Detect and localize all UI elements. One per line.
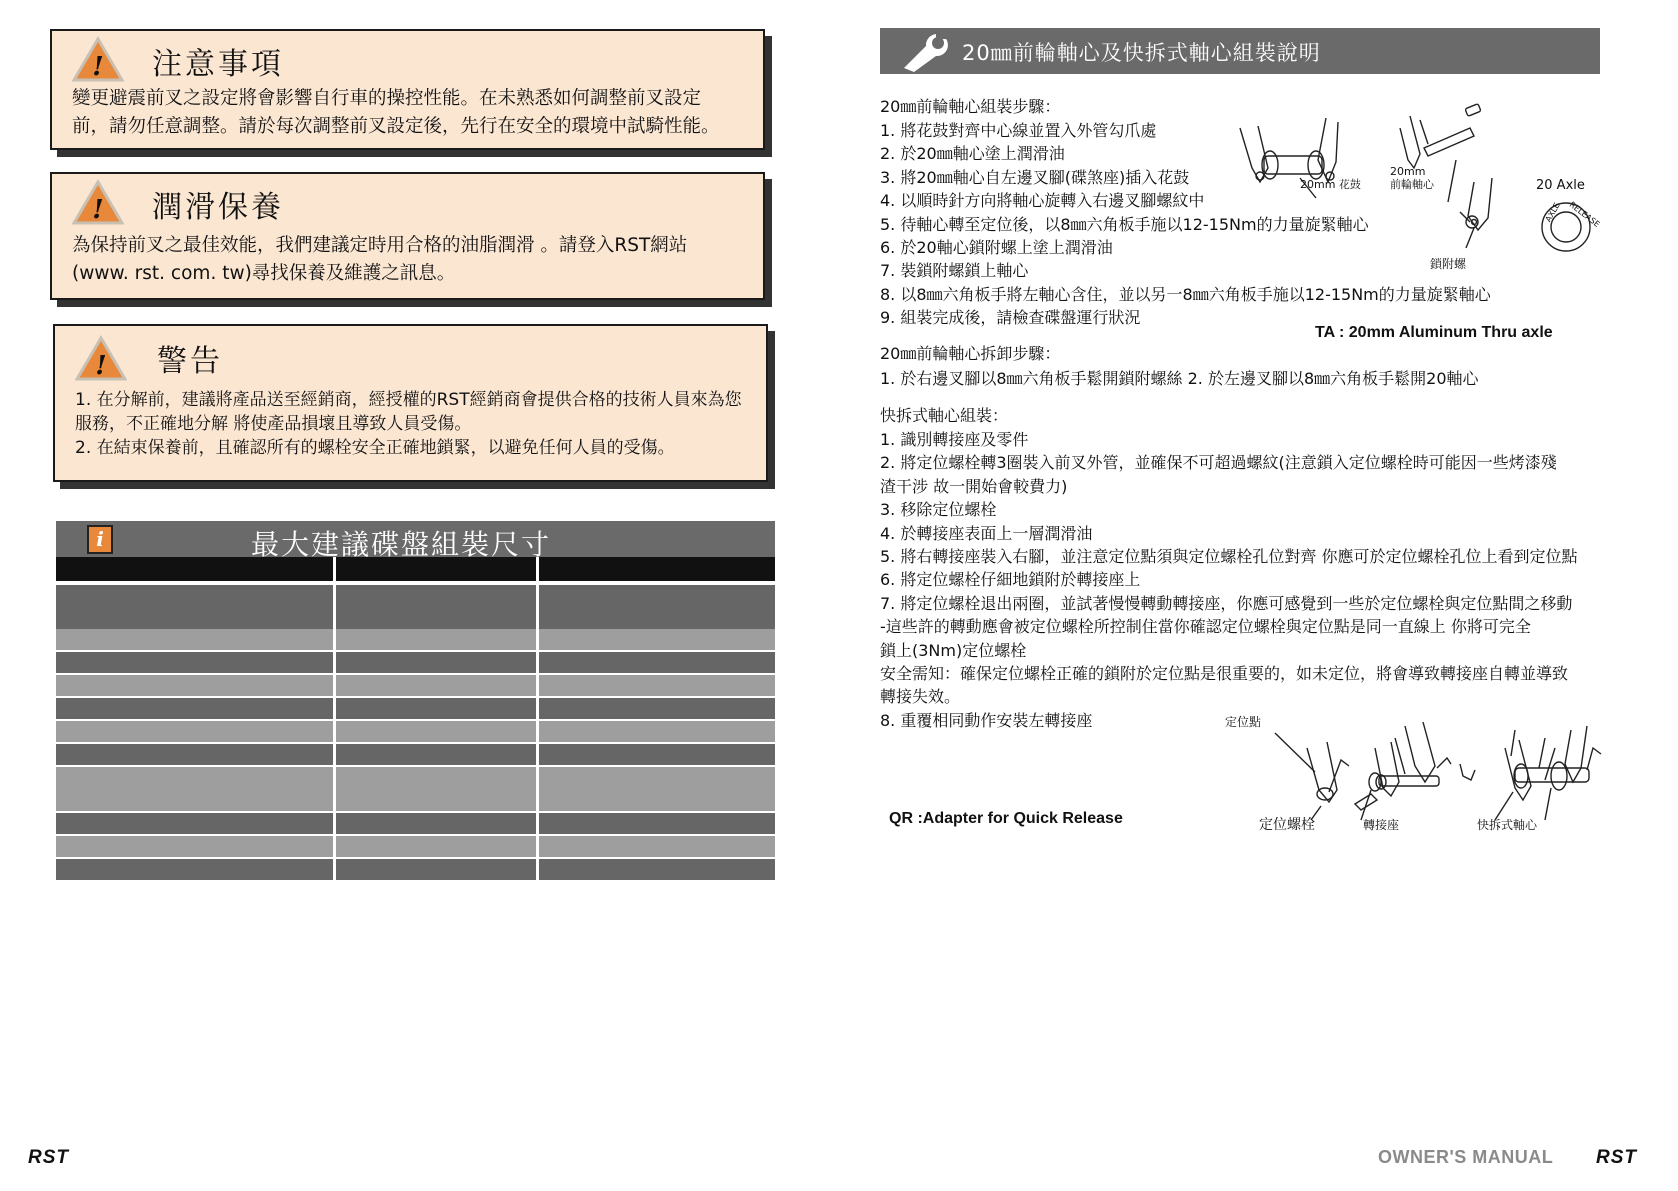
svg-text:!: ! (92, 195, 104, 225)
axle-section-banner (880, 28, 1600, 74)
adapter-label: 轉接座 (1363, 818, 1400, 832)
wrench-icon (896, 30, 954, 72)
install-step: 7. 裝鎖附螺鎖上軸心 (880, 261, 1029, 281)
qr-step: 安全需知：確保定位螺栓正確的鎖附於定位點是很重要的，如未定位，將會導致轉接座自轉並導致 (880, 664, 1569, 684)
hub-label: 20mm 花鼓 (1300, 178, 1361, 191)
qr-step: 1. 識別轉接座及零件 (880, 430, 1029, 449)
qr-step: 8. 重覆相同動作安裝左轉接座 (880, 710, 1093, 730)
ta-caption: TA : 20mm Aluminum Thru axle (1315, 324, 1553, 341)
warning-title: 警告 (157, 344, 223, 379)
install-step: 9. 組裝完成後，請檢查碟盤運行狀況 (880, 308, 1141, 328)
install-step: 3. 將20㎜軸心自左邊叉腳(碟煞座)插入花鼓 (880, 167, 1190, 187)
quick-release-diagram (1215, 708, 1615, 833)
qr-step: -這些許的轉動應會被定位螺栓所控制住當你確認定位螺栓與定位點是同一直線上 你將可完全 (880, 617, 1531, 637)
warning-line: 1. 在分解前，建議將產品送至經銷商，經授權的RST經銷商會提供合格的技術人員來為您 (75, 390, 742, 410)
table-row (56, 698, 775, 719)
axle-label-bottom: 前輪軸心 (1390, 178, 1434, 191)
table-row (56, 652, 775, 673)
svg-text:!: ! (92, 52, 104, 82)
qr-step: 6. 將定位螺栓仔細地鎖附於轉接座上 (880, 570, 1141, 590)
table-header (56, 521, 775, 561)
table-row (56, 859, 775, 880)
rst-logo-left: RST (28, 1147, 69, 1168)
table-row (56, 767, 775, 811)
table-row (56, 585, 775, 629)
badge-release-text: RELEASE (1567, 199, 1602, 230)
lubrication-line: (www. rst. com. tw)尋找保養及維護之訊息。 (72, 263, 456, 284)
qr-step: 5. 將右轉接座裝入右腳，並注意定位點須與定位螺栓孔位對齊 你應可於定位螺栓孔位上看到定位點 (880, 547, 1578, 567)
notice-body (72, 85, 749, 141)
install-step: 4. 以順時針方向將軸心旋轉入右邊叉腳螺紋中 (880, 191, 1205, 211)
install-step: 2. 於20㎜軸心塗上潤滑油 (880, 144, 1065, 164)
install-step: 8. 以8㎜六角板手將左軸心含住，並以另一8㎜六角板手施以12-15Nm的力量旋緊軸心 (880, 284, 1491, 304)
lock-screw-label: 鎖附螺 (1430, 257, 1467, 271)
qr-step: 2. 將定位螺栓轉3圈裝入前叉外管，並確保不可超過螺紋(注意鎖入定位螺栓時可能因一些烤漆殘 (880, 453, 1557, 473)
qr-step: 渣干涉 故一開始會較費力) (880, 476, 1068, 496)
locating-point-label: 定位點 (1225, 715, 1262, 729)
rst-logo-right: RST (1596, 1147, 1637, 1168)
qr-step: 轉接失效。 (880, 687, 961, 707)
warning-line: 2. 在結束保養前，且確認所有的螺栓安全正確地鎖緊，以避免任何人員的受傷。 (75, 438, 675, 458)
warning-triangle-icon (72, 36, 124, 82)
warning-line: 服務，不正確地分解 將使產品損壞且導致人員受傷。 (75, 414, 472, 434)
table-title: 最大建議碟盤組裝尺寸 (251, 528, 552, 561)
qr-axle-label: 快拆式軸心 (1477, 818, 1538, 832)
qr-steps (880, 428, 1577, 732)
thru-axle-diagram (1230, 98, 1610, 278)
install-step: 5. 待軸心轉至定位後，以8㎜六角板手施以12-15Nm的力量旋緊軸心 (880, 214, 1369, 234)
remove-heading: 20㎜前輪軸心拆卸步驟： (880, 344, 1061, 363)
axle-label-top: 20mm (1390, 165, 1426, 178)
locating-bolt-label: 定位螺栓 (1259, 817, 1315, 833)
table-row (56, 836, 775, 857)
remove-steps: 1. 於右邊叉腳以8㎜六角板手鬆開鎖附螺絲 2. 於左邊叉腳以8㎜六角板手鬆開20軸心 (880, 369, 1479, 388)
owners-manual-label: OWNER'S MANUAL (1378, 1147, 1554, 1167)
lubrication-box (50, 172, 765, 300)
warning-box (53, 324, 768, 482)
table-row (56, 813, 775, 834)
notice-title: 注意事項 (152, 47, 284, 82)
warning-triangle-icon (75, 335, 127, 381)
svg-text:!: ! (95, 351, 107, 381)
rotor-size-table (56, 521, 775, 880)
table-row (56, 629, 775, 650)
lubrication-title: 潤滑保養 (152, 190, 284, 225)
table-row (56, 744, 775, 765)
lubrication-line: 為保持前叉之最佳效能，我們建議定時用合格的油脂潤滑 。請登入RST網站 (72, 235, 688, 256)
qr-step: 鎖上(3Nm)定位螺栓 (880, 640, 1027, 660)
install-step: 1. 將花鼓對齊中心線並置入外管勾爪處 (880, 121, 1157, 140)
lubrication-body (72, 232, 749, 288)
warning-triangle-icon (72, 179, 124, 225)
qr-heading: 快拆式軸心組裝： (880, 406, 1009, 425)
axle-badge-label: 20 Axle (1536, 178, 1585, 193)
notice-line: 變更避震前叉之設定將會影響自行車的操控性能。在未熟悉如何調整前叉設定 (72, 88, 702, 109)
qr-step: 7. 將定位螺栓退出兩圈，並試著慢慢轉動轉接座，你應可感覺到一些於定位螺栓與定位點間之移動 (880, 593, 1573, 613)
badge-axle-text: AXLE (1543, 201, 1562, 224)
axle-section-title: 20㎜前輪軸心及快拆式軸心組裝說明 (962, 41, 1321, 65)
install-heading: 20㎜前輪軸心組裝步驟： (880, 97, 1061, 116)
table-row (56, 675, 775, 696)
install-step: 6. 於20軸心鎖附螺上塗上潤滑油 (880, 238, 1113, 258)
qr-step: 3. 移除定位螺栓 (880, 500, 997, 520)
notice-box (50, 29, 765, 150)
qr-step: 4. 於轉接座表面上一層潤滑油 (880, 523, 1093, 543)
notice-line: 前，請勿任意調整。請於每次調整前叉設定後，先行在安全的環境中試騎性能。 (72, 116, 720, 137)
qr-caption: QR :Adapter for Quick Release (889, 810, 1123, 827)
warning-body (75, 388, 752, 460)
table-row (56, 721, 775, 742)
info-icon: i (87, 525, 113, 554)
